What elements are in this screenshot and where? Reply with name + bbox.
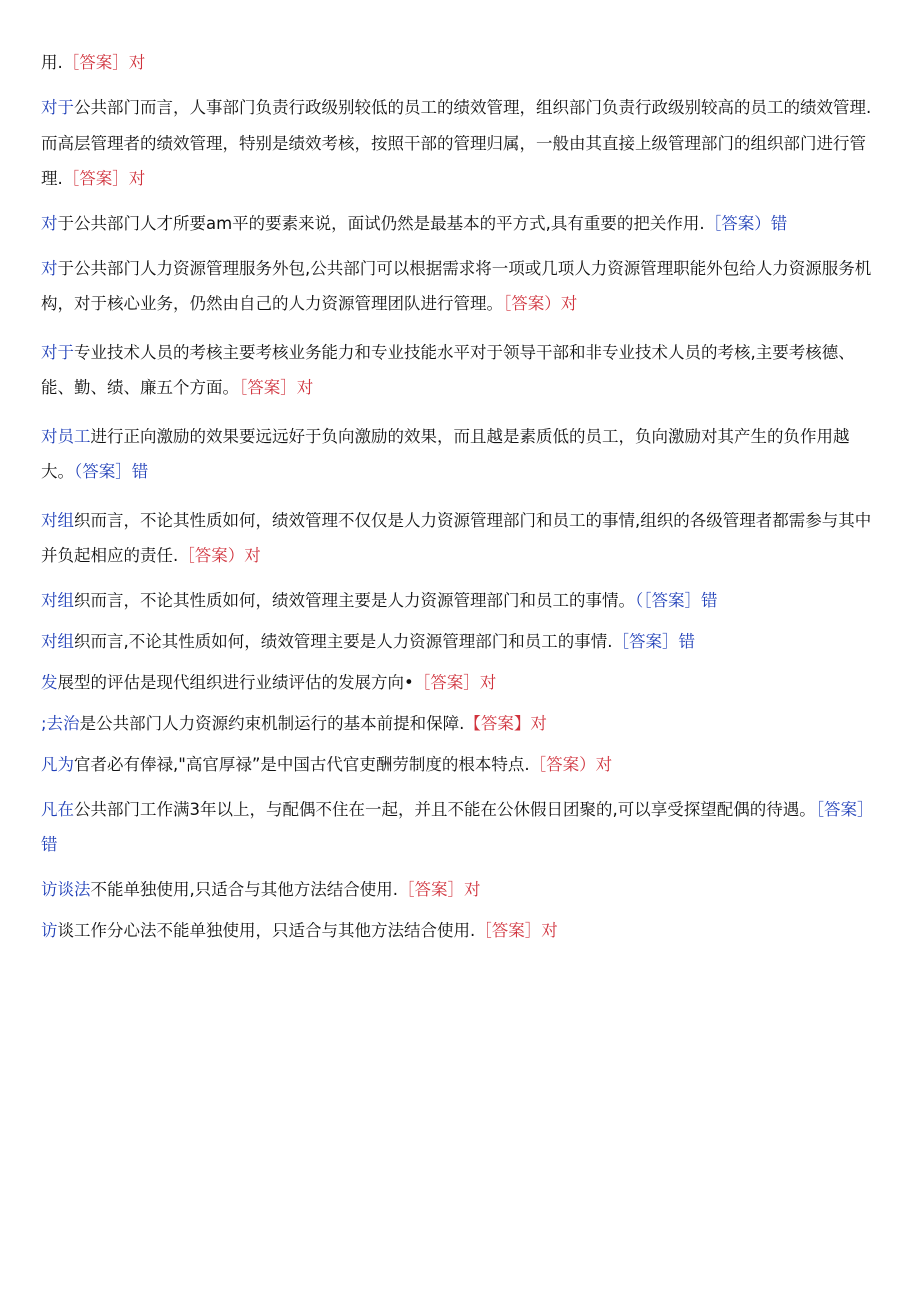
- answer-label: ［答案）对: [503, 294, 578, 313]
- answer-label: ［答案］对: [62, 53, 146, 72]
- statement-item: [41, 90, 881, 197]
- statement-text: 展型的评估是现代组织进行业绩评估的发展方向•: [57, 672, 414, 692]
- statement-prefix: 访: [41, 920, 58, 940]
- statement-prefix: 对: [41, 258, 58, 278]
- answer-label: ［答案］对: [62, 169, 146, 188]
- answer-label: ［答案）对: [529, 754, 613, 774]
- statement-text: 专业技术人员的考核主要考核业务能力和专业技能水平对于领导干部和非专业技术人员的考核,主要考核德、能、勤、绩、廉五个方面。: [41, 342, 855, 397]
- statement-item: [41, 503, 881, 574]
- answer-label: ［答案）错: [704, 213, 788, 233]
- answer-label: （［答案］错: [635, 590, 718, 610]
- statement-list: [41, 50, 881, 958]
- statement-item: [41, 751, 881, 778]
- statement-text: 官者必有俸禄,"高官厚禄”是中国古代官吏酬劳制度的根本特点.: [74, 754, 530, 774]
- statement-prefix: 访谈法: [41, 879, 91, 899]
- statement-prefix: 对于: [41, 342, 74, 362]
- statement-item: [41, 210, 881, 237]
- statement-prefix: 凡为: [41, 754, 74, 774]
- statement-item: [41, 792, 881, 863]
- answer-label: ［答案］对: [413, 672, 497, 692]
- statement-prefix: 对于: [41, 98, 74, 117]
- answer-label: 【答案】对: [464, 713, 547, 733]
- answer-label: ［答案］错: [41, 799, 874, 854]
- statement-text: 织而言,不论其性质如何，绩效管理主要是人力资源管理部门和员工的事情.: [74, 631, 613, 651]
- statement-item: [41, 335, 881, 406]
- statement-text: 不能单独使用,只适合与其他方法结合使用.: [90, 879, 398, 899]
- statement-prefix: 凡在: [41, 799, 74, 819]
- statement-item: [41, 876, 881, 903]
- statement-prefix: 对组: [41, 590, 74, 610]
- answer-label: ［答案］错: [612, 631, 695, 651]
- statement-text: 织而言，不论其性质如何，绩效管理主要是人力资源管理部门和员工的事情。: [74, 590, 635, 610]
- statement-prefix: 对组: [41, 631, 74, 651]
- statement-text: 公共部门而言，人事部门负责行政级别较低的员工的绩效管理，组织部门负责行政级别较高的员工的绩效管理.而高层管理者的绩效管理，特别是绩效考核，按照干部的管理归属，一般由其直接上级管理部门的组织部门进行管理.: [41, 98, 872, 188]
- answer-label: ［答案）对: [178, 546, 261, 565]
- statement-text: 公共部门工作满3年以上，与配偶不住在一起，并且不能在公休假日团聚的,可以享受探望配偶的待遇。: [74, 799, 816, 819]
- statement-text: 谈工作分心法不能单独使用，只适合与其他方法结合使用.: [57, 920, 476, 940]
- statement-prefix: 对组: [41, 510, 74, 530]
- statement-item: [41, 628, 881, 655]
- statement-item: [41, 251, 881, 322]
- statement-text: 用.: [41, 53, 63, 72]
- answer-label: （答案］错: [74, 462, 149, 481]
- statement-item: [41, 710, 881, 737]
- statement-prefix: 对: [41, 213, 58, 233]
- statement-text: 是公共部门人力资源约束机制运行的基本前提和保障.: [79, 713, 465, 733]
- statement-item: [41, 669, 881, 696]
- answer-label: ［答案］对: [239, 378, 314, 397]
- statement-text: 于公共部门人力资源管理服务外包,公共部门可以根据需求将一项或几项人力资源管理职能外包给人力资源服务机构，对于核心业务，仍然由自己的人力资源管理团队进行管理。: [41, 258, 872, 313]
- statement-item: [41, 419, 881, 490]
- statement-item: [41, 587, 881, 614]
- statement-prefix: 对员工: [41, 426, 91, 446]
- statement-text: 织而言，不论其性质如何，绩效管理不仅仅是人力资源管理部门和员工的事情,组织的各级管理者都需参与其中并负起相应的责任.: [41, 510, 872, 565]
- statement-text: 进行正向激励的效果要远远好于负向激励的效果，而且越是素质低的员工，负向激励对其产生的负作用越大。: [41, 426, 850, 481]
- statement-prefix: ;去治: [41, 713, 80, 733]
- statement-prefix: 发: [41, 672, 58, 692]
- answer-label: ［答案］对: [475, 920, 558, 940]
- statement-text: 于公共部门人才所要am平的要素来说，面试仍然是最基本的平方式,具有重要的把关作用.: [57, 213, 705, 233]
- answer-label: ［答案］对: [398, 879, 481, 899]
- statement-item: [41, 917, 881, 944]
- statement-item: [41, 50, 881, 76]
